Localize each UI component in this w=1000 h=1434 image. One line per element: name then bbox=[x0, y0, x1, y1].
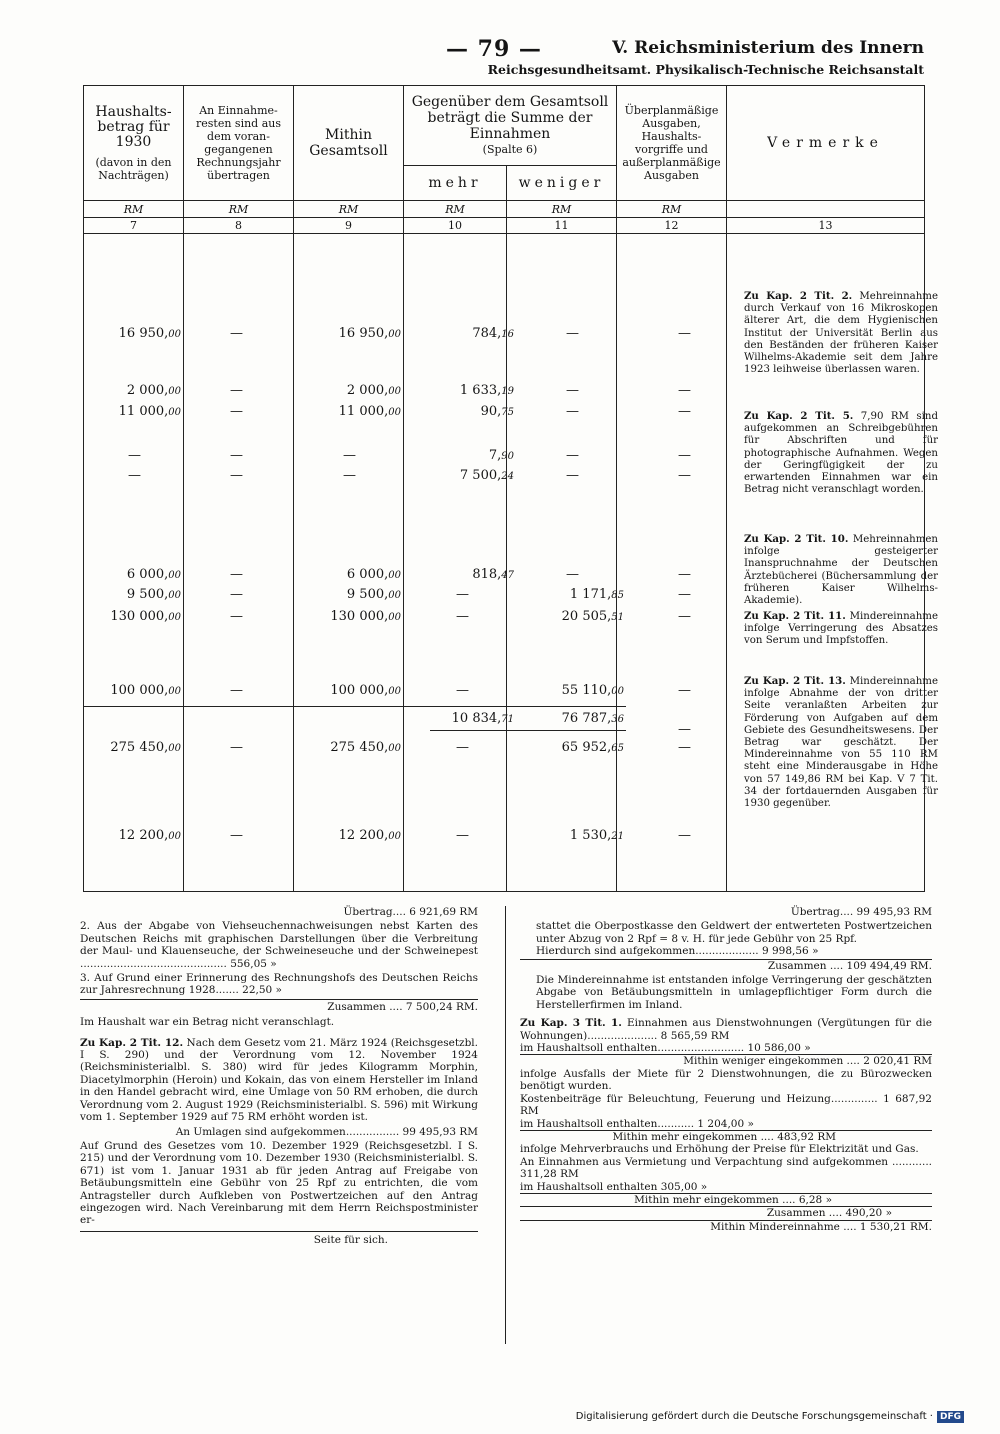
table-cell-c9-row-11 bbox=[339, 828, 401, 843]
table-cell-c11-row-6 bbox=[570, 587, 624, 602]
cell-decimals: 00 bbox=[168, 612, 181, 623]
cell-decimals: 00 bbox=[388, 386, 401, 397]
cell-main: 11 000, bbox=[118, 404, 169, 419]
col-number-12: 12 bbox=[617, 218, 727, 234]
table-cell-c9-row-2 bbox=[339, 404, 401, 419]
table-cell-c9-row-8 bbox=[330, 683, 401, 698]
cell-decimals: 36 bbox=[611, 714, 624, 725]
cell-decimals: 65 bbox=[611, 743, 624, 754]
table-cell-c10-row-0 bbox=[472, 326, 514, 341]
table-dash-c12-row-0: — bbox=[678, 326, 691, 341]
cell-decimals: 51 bbox=[611, 612, 624, 623]
left-not-veranschlagt: Im Haushalt war ein Betrag nicht veranschlagt. bbox=[80, 1016, 335, 1029]
col-number-13: 13 bbox=[727, 218, 925, 234]
table-dash-c9-row-4: — bbox=[343, 468, 356, 483]
cell-main: 100 000, bbox=[110, 683, 169, 698]
cell-decimals: 00 bbox=[168, 686, 181, 697]
page-number: — 79 — bbox=[446, 36, 542, 62]
sum-rule bbox=[83, 706, 626, 707]
cell-main: 55 110, bbox=[561, 683, 612, 698]
table-cell-c7-row-1 bbox=[127, 383, 181, 398]
table-dash-c12-row-4: — bbox=[678, 468, 691, 483]
col-number-10: 10 bbox=[404, 218, 507, 234]
table-dash-c12-row-6: — bbox=[678, 587, 691, 602]
table-dash-c7-row-3: — bbox=[128, 448, 141, 463]
cell-decimals: 24 bbox=[501, 471, 514, 482]
cell-main: 6 000, bbox=[126, 567, 169, 582]
table-cell-c7-row-2 bbox=[119, 404, 181, 419]
table-cell-c9-row-7 bbox=[330, 609, 401, 624]
table-dash-c12-row-2: — bbox=[678, 404, 691, 419]
table-dash-c12-row-10: — bbox=[678, 740, 691, 755]
table-dash-c8-row-2: — bbox=[230, 404, 243, 419]
table-cell-c10-row-3 bbox=[489, 448, 514, 463]
right-l3: infolge Ausfalls der Miete für 2 Dienstwohnungen, die zu Bürozwecken benötigt wurden. bbox=[520, 1067, 932, 1093]
cell-main: 65 952, bbox=[561, 740, 612, 755]
table-cell-c9-row-1 bbox=[347, 383, 401, 398]
table-dash-c11-row-4: — bbox=[566, 468, 579, 483]
table-cell-c11-row-8 bbox=[562, 683, 624, 698]
table-cell-c9-row-5 bbox=[347, 567, 401, 582]
institution-subtitle: Reichsgesundheitsamt. Physikalisch-Technische Reichsanstalt bbox=[487, 62, 924, 77]
table-cell-c9-row-10 bbox=[330, 740, 401, 755]
table-dash-c12-row-9: — bbox=[678, 722, 691, 737]
table-dash-c12-row-7: — bbox=[678, 609, 691, 624]
table-dash-c12-row-1: — bbox=[678, 383, 691, 398]
col-header-11: weniger bbox=[507, 166, 617, 201]
table-dash-c11-row-5: — bbox=[566, 567, 579, 582]
right-uebertrag: Übertrag.... 99 495,93 RM bbox=[790, 906, 932, 918]
cell-decimals: 00 bbox=[388, 686, 401, 697]
table-cell-c10-row-5 bbox=[472, 567, 514, 582]
cell-decimals: 00 bbox=[168, 386, 181, 397]
cell-decimals: 85 bbox=[611, 590, 624, 601]
currency-10: RM bbox=[404, 201, 507, 218]
right-l7: infolge Mehrverbrauchs und Erhöhung der Preise für Elektrizität und Gas. bbox=[520, 1143, 919, 1156]
cell-main: 9 500, bbox=[126, 587, 169, 602]
note-tit13: Zu Kap. 2 Tit. 13. Mindereinnahme infolge Abnahme der von dritter Seite veranlaßten Arbeiten zur Förderung von Aufgaben auf dem Gebiete des Gesundheitswesens. Der Betrag war geschätzt. Der Mindereinnahme von 55 110 RM steht eine Minderausgabe in Höhe von 57 149,86 RM bei Kap. V 7 Tit. 34 der fortdauernden Ausgaben für 1930 gegenüber. bbox=[744, 675, 938, 810]
cell-decimals: 00 bbox=[388, 329, 401, 340]
currency-7: RM bbox=[84, 201, 184, 218]
currency-9: RM bbox=[294, 201, 404, 218]
cell-main: 10 834, bbox=[451, 711, 502, 726]
note-tit2: Zu Kap. 2 Tit. 2. Mehreinnahme durch Verkauf von 16 Mikroskopen älterer Art, die dem Hygienischen Institut der Universität Berlin aus den Beständen der früheren Kaiser Wilhelms-Akademie seit dem Jahre 1923 leihweise überlassen waren. bbox=[744, 290, 938, 376]
cell-main: 1 530, bbox=[569, 828, 612, 843]
cell-main: 76 787, bbox=[561, 711, 612, 726]
col-header-10: mehr bbox=[404, 166, 507, 201]
cell-main: 16 950, bbox=[118, 326, 169, 341]
table-dash-c8-row-10: — bbox=[230, 740, 243, 755]
right-zusammen1: Zusammen .... 109 494,49 RM. bbox=[520, 959, 932, 972]
left-uebertrag: Übertrag.... 6 921,69 RM bbox=[343, 906, 478, 918]
left-seite: Seite für sich. bbox=[80, 1231, 478, 1246]
col-header-8: An Einnahme-resten sind aus dem voran-gegangenen Rechnungsjahr übertragen bbox=[184, 86, 294, 201]
table-cell-c11-row-7 bbox=[562, 609, 624, 624]
note-tit10: Zu Kap. 2 Tit. 10. Mehreinnahmen infolge gesteigerter Inanspruchnahme der Deutschen Ärztebücherei (Büchersammlung der früheren Kaiser Wilhelms-Akademie). bbox=[744, 533, 938, 607]
cell-decimals: 71 bbox=[501, 714, 514, 725]
col-number-9: 9 bbox=[294, 218, 404, 234]
group-header: Gegenüber dem Gesamtsoll beträgt die Summe der Einnahmen (Spalte 6) bbox=[404, 86, 617, 166]
col-number-7: 7 bbox=[84, 218, 184, 234]
col-header-12: Überplanmäßige Ausgaben, Haushalts-vorgriffe und außerplanmäßige Ausgaben bbox=[617, 86, 727, 201]
footer-credit bbox=[576, 1411, 964, 1423]
table-cell-c9-row-6 bbox=[347, 587, 401, 602]
cell-decimals: 19 bbox=[501, 386, 514, 397]
table-dash-c9-row-3: — bbox=[343, 448, 356, 463]
cell-main: 100 000, bbox=[330, 683, 389, 698]
cell-main: 275 450, bbox=[110, 740, 169, 755]
cell-decimals: 00 bbox=[388, 743, 401, 754]
cell-main: 90, bbox=[480, 404, 502, 419]
table-cell-c7-row-6 bbox=[127, 587, 181, 602]
cell-main: 20 505, bbox=[561, 609, 612, 624]
table-cell-c7-row-8 bbox=[110, 683, 181, 698]
table-cell-c7-row-7 bbox=[110, 609, 181, 624]
cell-main: 2 000, bbox=[346, 383, 389, 398]
cell-main: 11 000, bbox=[338, 404, 389, 419]
dfg-logo: DFG bbox=[937, 1411, 964, 1423]
right-l5: im Haushaltsoll enthalten........... 1 204,00 » bbox=[520, 1117, 754, 1130]
cell-decimals: 00 bbox=[388, 590, 401, 601]
right-l6: Mithin mehr eingekommen .... 483,92 RM bbox=[520, 1130, 932, 1143]
cell-decimals: 00 bbox=[168, 590, 181, 601]
right-hierdurch: Hierdurch sind aufgekommen................... 9 998,56 » bbox=[536, 945, 819, 958]
right-l12: Mithin Mindereinnahme .... 1 530,21 RM. bbox=[520, 1220, 932, 1233]
note-tit5: Zu Kap. 2 Tit. 5. 7,90 RM sind aufgekommen an Schreibgebühren für Abschriften und für photographische Aufnahmen. Wegen der Geringfügigkeit der zu erwartenden Einnahmen war ein Betrag nicht veranschlagt worden. bbox=[744, 410, 938, 496]
table-dash-c8-row-0: — bbox=[230, 326, 243, 341]
cell-main: 2 000, bbox=[126, 383, 169, 398]
table-cell-c9-row-0 bbox=[339, 326, 401, 341]
table-cell-c7-row-0 bbox=[119, 326, 181, 341]
left-tit12: Zu Kap. 2 Tit. 12. Nach dem Gesetz vom 21. März 1924 (Reichsgesetzbl. I S. 290) und der Verordnung vom 12. November 1924 (Reichsministerialbl. S. 380) wird für jedes Kilogramm Morphin, Diacetylmorphin (Heroin) und Kokain, das von einem Hersteller im Inland in den Handel gebracht wird, eine Umlage von 50 RM erhoben, die durch Verordnung vom 2. August 1929 (Reichsministerialbl. S. 596) mit Wirkung vom 1. September 1929 auf 75 RM erhöht worden ist. bbox=[80, 1036, 478, 1124]
cell-main: 275 450, bbox=[330, 740, 389, 755]
footer-text: Digitalisierung gefördert durch die Deutsche Forschungsgemeinschaft · bbox=[575, 1411, 933, 1422]
table-cell-c7-row-10 bbox=[110, 740, 181, 755]
col-header-9: Mithin Gesamtsoll bbox=[294, 86, 404, 201]
table-dash-c10-row-7: — bbox=[456, 609, 469, 624]
col-number-8: 8 bbox=[184, 218, 294, 234]
left-zusammen: Zusammen .... 7 500,24 RM. bbox=[80, 999, 478, 1013]
table-dash-c8-row-1: — bbox=[230, 383, 243, 398]
table-dash-c10-row-11: — bbox=[456, 828, 469, 843]
table-dash-c8-row-6: — bbox=[230, 587, 243, 602]
cell-main: 130 000, bbox=[330, 609, 389, 624]
cell-main: 784, bbox=[472, 326, 502, 341]
table-cell-c10-row-2 bbox=[481, 404, 514, 419]
cell-main: 12 200, bbox=[338, 828, 389, 843]
right-p2: Die Mindereinnahme ist entstanden infolge Verringerung der geschätzten Abgabe von Betäubungsmitteln in umlagepflichtiger Form durch die Herstellerfirmen im Inland. bbox=[536, 974, 932, 1011]
col-number-11: 11 bbox=[507, 218, 617, 234]
cell-main: 130 000, bbox=[110, 609, 169, 624]
table-cell-c7-row-5 bbox=[127, 567, 181, 582]
table-dash-c10-row-8: — bbox=[456, 683, 469, 698]
table-cell-c10-row-1 bbox=[460, 383, 514, 398]
cell-decimals: 00 bbox=[168, 407, 181, 418]
right-p1: stattet die Oberpostkasse den Geldwert der entwerteten Postwertzeichen unter Abzug von 2 Rpf = 8 v. H. für jede Gebühr von 25 Rpf. bbox=[536, 920, 932, 945]
cell-main: 9 500, bbox=[346, 587, 389, 602]
table-dash-c8-row-7: — bbox=[230, 609, 243, 624]
cell-main: 1 633, bbox=[459, 383, 502, 398]
right-l10: Mithin mehr eingekommen .... 6,28 » bbox=[520, 1193, 932, 1206]
currency-11: RM bbox=[507, 201, 617, 218]
cell-decimals: 90 bbox=[501, 451, 514, 462]
cell-decimals: 00 bbox=[168, 831, 181, 842]
table-dash-c11-row-2: — bbox=[566, 404, 579, 419]
sum-brace bbox=[430, 724, 626, 731]
table-dash-c8-row-8: — bbox=[230, 683, 243, 698]
table-dash-c12-row-5: — bbox=[678, 567, 691, 582]
cell-decimals: 00 bbox=[388, 407, 401, 418]
table-cell-c11-row-10 bbox=[562, 740, 624, 755]
table-cell-c7-row-11 bbox=[119, 828, 181, 843]
table-dash-c11-row-1: — bbox=[566, 383, 579, 398]
table-cell-c11-row-11 bbox=[570, 828, 624, 843]
right-l2: Mithin weniger eingekommen .... 2 020,41 RM bbox=[520, 1054, 932, 1067]
cell-main: 6 000, bbox=[346, 567, 389, 582]
cell-main: 7 500, bbox=[459, 468, 502, 483]
cell-main: 12 200, bbox=[118, 828, 169, 843]
right-l11: Zusammen .... 490,20 » bbox=[520, 1206, 932, 1219]
cell-main: 818, bbox=[472, 567, 502, 582]
right-l4: Kostenbeiträge für Beleuchtung, Feuerung und Heizung.............. 1 687,92 RM bbox=[520, 1092, 932, 1118]
table-dash-c12-row-11: — bbox=[678, 828, 691, 843]
col-header-7: Haushalts-betrag für 1930 (davon in den Nachträgen) bbox=[84, 86, 184, 201]
cell-decimals: 00 bbox=[168, 329, 181, 340]
table-dash-c8-row-4: — bbox=[230, 468, 243, 483]
cell-decimals: 00 bbox=[388, 831, 401, 842]
table-dash-c8-row-11: — bbox=[230, 828, 243, 843]
cell-decimals: 21 bbox=[611, 831, 624, 842]
cell-decimals: 75 bbox=[501, 407, 514, 418]
left-item-3: 3. Auf Grund einer Erinnerung des Rechnungshofs des Deutschen Reichs zur Jahresrechnung 1928....... 22,50 » bbox=[80, 972, 478, 997]
table-dash-c10-row-6: — bbox=[456, 587, 469, 602]
table-dash-c12-row-3: — bbox=[678, 448, 691, 463]
right-tit1: Zu Kap. 3 Tit. 1. Einnahmen aus Dienstwohnungen (Vergütungen für die Wohnungen)..................... 8 565,59 RM bbox=[520, 1017, 932, 1042]
table-dash-c11-row-3: — bbox=[566, 448, 579, 463]
col-header-13: Vermerke bbox=[727, 86, 925, 201]
table-dash-c11-row-0: — bbox=[566, 326, 579, 341]
cell-main: 7, bbox=[488, 448, 502, 463]
cell-decimals: 00 bbox=[388, 570, 401, 581]
cell-main: 1 171, bbox=[569, 587, 612, 602]
left-umlagen: An Umlagen sind aufgekommen................ 99 495,93 RM bbox=[175, 1125, 478, 1138]
note-tit11: Zu Kap. 2 Tit. 11. Mindereinnahme infolge Verringerung des Absatzes von Serum und Impfstoffen. bbox=[744, 610, 938, 647]
table-cell-c10-row-4 bbox=[460, 468, 514, 483]
ministry-title: V. Reichsministerium des Innern bbox=[612, 38, 924, 58]
table-dash-c8-row-5: — bbox=[230, 567, 243, 582]
left-block bbox=[80, 906, 478, 1246]
cell-main: 16 950, bbox=[338, 326, 389, 341]
cell-decimals: 00 bbox=[168, 570, 181, 581]
cell-decimals: 16 bbox=[501, 329, 514, 340]
cell-decimals: 47 bbox=[501, 570, 514, 581]
page-header bbox=[0, 0, 1000, 80]
cell-decimals: 00 bbox=[388, 612, 401, 623]
column-divider bbox=[505, 906, 506, 1344]
right-l8: An Einnahmen aus Vermietung und Verpachtung sind aufgekommen ............ 311,28 RM bbox=[520, 1155, 932, 1181]
left-gesetz: Auf Grund des Gesetzes vom 10. Dezember 1929 (Reichsgesetzbl. I S. 215) und der Verordnung vom 10. Dezember 1930 (Reichsministerialbl. S. 671) ist vom 1. Januar 1931 ab für jeden Antrag auf Freigabe von Betäubungsmitteln eine Gebühr von 25 Rpf zu entrichten, die vom Antragsteller durch Aufkleben von Postwertzeichen auf den Antrag eingezogen wird. Nach Vereinbarung mit dem Herrn Reichspostminister er- bbox=[80, 1139, 478, 1227]
table-dash-c8-row-3: — bbox=[230, 448, 243, 463]
left-item-2: 2. Aus der Abgabe von Viehseuchennachweisungen nebst Karten des Deutschen Reichs mit graphischen Darstellungen über die Verbreitung der Maul- und Klauenseuche, der Schweineseuche und der Schweinepest ............................................ 556,05 » bbox=[80, 920, 478, 970]
cell-decimals: 00 bbox=[611, 686, 624, 697]
right-block bbox=[520, 906, 932, 1233]
right-l9: im Haushaltsoll enthalten 305,00 » bbox=[520, 1180, 708, 1193]
currency-12: RM bbox=[617, 201, 727, 218]
table-dash-c12-row-8: — bbox=[678, 683, 691, 698]
cell-decimals: 00 bbox=[168, 743, 181, 754]
table-dash-c7-row-4: — bbox=[128, 468, 141, 483]
currency-8: RM bbox=[184, 201, 294, 218]
table-dash-c10-row-10: — bbox=[456, 740, 469, 755]
right-l1: im Haushaltsoll enthalten.......................... 10 586,00 » bbox=[520, 1042, 811, 1055]
